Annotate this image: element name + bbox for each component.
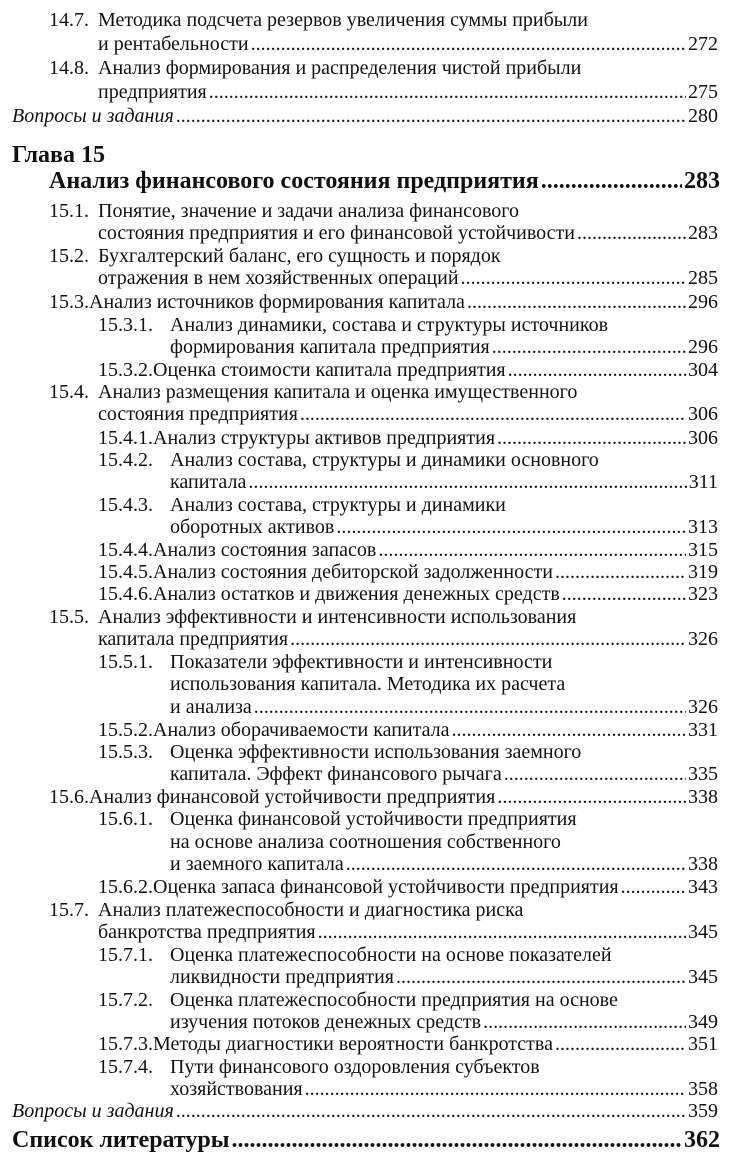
entry-number: 15.3.2. — [98, 359, 153, 381]
dot-leader — [562, 582, 686, 606]
toc-entry-15-5-1-line2 — [0, 672, 718, 696]
entry-number: 15.7.2. — [98, 989, 153, 1011]
dot-leader — [176, 1099, 686, 1123]
entry-title-line: банкротства предприятия — [98, 921, 316, 943]
dot-leader — [290, 627, 686, 651]
entry-title-line: Анализ структуры активов предприятия — [153, 427, 496, 449]
dot-leader — [176, 104, 686, 128]
page-number: 306 — [688, 427, 718, 449]
entry-title-line: отражения в нем хозяйственных операций — [98, 267, 459, 289]
toc-entry-15-5-cont — [0, 627, 718, 651]
dot-leader — [621, 875, 686, 899]
page-number: 345 — [688, 966, 718, 988]
toc-entry-14-8 — [0, 56, 718, 80]
entry-number: 15.4.5. — [98, 561, 153, 583]
toc-entry-14-7-cont — [0, 32, 718, 56]
entry-number: 14.8. — [49, 57, 89, 79]
entry-title-line: Показатели эффективности и интенсивности — [170, 651, 553, 673]
page-number: 323 — [688, 583, 718, 605]
entry-number: 14.7. — [49, 9, 89, 31]
entry-title-line: состояния предприятия — [98, 403, 298, 425]
entry-title-line: Анализ источников формирования капитала — [89, 291, 465, 313]
entry-number: 15.4. — [49, 381, 89, 403]
page-number: 338 — [688, 853, 718, 875]
dot-leader — [318, 920, 686, 944]
dot-leader — [508, 358, 686, 382]
page-number: 338 — [688, 786, 718, 808]
toc-entry-15-6-1 — [0, 807, 718, 831]
page-number: 311 — [688, 471, 718, 493]
entry-number: 15.4.3. — [98, 494, 153, 516]
entry-title-line: Анализ размещения капитала и оценка имущественного — [98, 381, 578, 403]
dot-leader — [492, 335, 686, 359]
entry-title-line: Бухгалтерский баланс, его сущность и порядок — [98, 245, 501, 267]
toc-entry-15-5 — [0, 605, 718, 629]
page-number: 283 — [688, 222, 718, 244]
entry-title-line: капитала — [170, 471, 247, 493]
toc-entry-15-3-1 — [0, 313, 718, 337]
entry-title-line: Анализ платежеспособности и диагностика риска — [98, 899, 524, 921]
toc-entry-15-3 — [0, 290, 718, 314]
dot-leader — [555, 1032, 686, 1056]
entry-title-line: и заемного капитала — [170, 853, 344, 875]
entry-title-line: изучения потоков денежных средств — [170, 1011, 482, 1033]
entry-title-line: Оценка стоимости капитала предприятия — [153, 359, 506, 381]
page-number: 285 — [688, 267, 718, 289]
page-number: 335 — [688, 763, 718, 785]
entry-title-line: Оценка запаса финансовой устойчивости предприятия — [153, 876, 619, 898]
entry-number: 15.6. — [49, 786, 89, 808]
page-number: 331 — [688, 719, 718, 741]
dot-leader — [555, 560, 686, 584]
dot-leader — [248, 470, 686, 494]
entry-title-line: Анализ состава, структуры и динамики — [170, 494, 506, 516]
page-number: 359 — [688, 1100, 718, 1122]
page-number: 296 — [688, 291, 718, 313]
dot-leader — [452, 718, 686, 742]
entry-title-line: Анализ динамики, состава и структуры источников — [170, 314, 609, 336]
page-number: 304 — [688, 359, 718, 381]
page-number: 343 — [688, 876, 718, 898]
dot-leader — [541, 167, 682, 195]
page-number: 313 — [688, 516, 718, 538]
page-number: 272 — [688, 33, 718, 55]
entry-title-line: капитала предприятия — [98, 628, 289, 650]
toc-entry-15-2 — [0, 244, 718, 268]
entry-number: 15.6.2. — [98, 876, 153, 898]
dot-leader — [577, 221, 686, 245]
dot-leader — [497, 785, 686, 809]
entry-title-line: Оценка эффективности использования заемного — [170, 741, 582, 763]
entry-title-line: Методы диагностики вероятности банкротства — [153, 1033, 553, 1055]
toc-entry-15-7-2-cont — [0, 1010, 718, 1034]
entry-title-line: Анализ формирования и распределения чистой прибыли — [98, 57, 582, 79]
entry-title-line: Анализ состояния запасов — [153, 539, 377, 561]
dot-leader — [254, 695, 686, 719]
toc-entry-15-4-6 — [0, 582, 718, 606]
toc-entry-15-5-2 — [0, 718, 718, 742]
toc-entry-15-3-2 — [0, 358, 718, 382]
entry-title-line: Оценка платежеспособности предприятия на основе — [170, 989, 618, 1011]
entry-number: 15.5.1. — [98, 651, 153, 673]
toc-entry-15-5-1-cont — [0, 695, 718, 719]
page-number: 275 — [688, 81, 718, 103]
dot-leader — [305, 1077, 686, 1101]
dot-leader — [467, 290, 686, 314]
toc-entry-15-7-4-cont — [0, 1077, 718, 1101]
dot-leader — [461, 266, 686, 290]
dot-leader — [497, 426, 686, 450]
toc-entry-15-4-1 — [0, 426, 718, 450]
page-number: 315 — [688, 539, 718, 561]
page-number: 345 — [688, 921, 718, 943]
dot-leader — [209, 80, 686, 104]
dot-leader — [504, 762, 686, 786]
page-number: 362 — [684, 1127, 720, 1153]
entry-title-line: Анализ финансовой устойчивости предприятия — [89, 786, 496, 808]
entry-title-line: использования капитала. Методика их расчета — [170, 673, 566, 695]
toc-entry-15-4-3 — [0, 493, 718, 517]
entry-number: 15.5.3. — [98, 741, 153, 763]
toc-entry-14-8-cont — [0, 80, 718, 104]
toc-questions-1 — [0, 104, 718, 128]
toc-entry-15-4-cont — [0, 402, 718, 426]
toc-entry-15-7 — [0, 898, 718, 922]
toc-entry-15-4-2-cont — [0, 470, 718, 494]
dot-leader — [251, 32, 686, 56]
toc-entry-15-4-5 — [0, 560, 718, 584]
toc-entry-15-6-2 — [0, 875, 718, 899]
entry-number: 15.5. — [49, 606, 89, 628]
entry-title-line: Пути финансового оздоровления субъектов — [170, 1056, 540, 1078]
entry-title-line: Анализ оборачиваемости капитала — [153, 719, 450, 741]
toc-entry-15-5-3-cont — [0, 762, 718, 786]
dot-leader — [378, 538, 686, 562]
toc-entry-15-7-1-cont — [0, 965, 718, 989]
entry-title-line: оборотных активов — [170, 516, 335, 538]
entry-title-line: Анализ остатков и движения денежных средств — [153, 583, 560, 605]
toc-entry-15-7-3 — [0, 1032, 718, 1056]
page-number: 306 — [688, 403, 718, 425]
entry-title-line: Оценка платежеспособности на основе показателей — [170, 944, 612, 966]
entry-title-line: на основе анализа соотношения собственного — [170, 831, 561, 853]
dot-leader — [396, 965, 686, 989]
entry-title-line: Анализ эффективности и интенсивности использования — [98, 606, 577, 628]
page-number: 283 — [684, 168, 720, 194]
dot-leader — [300, 402, 686, 426]
entry-title-line: Анализ состояния дебиторской задолженности — [153, 561, 553, 583]
page-number: 296 — [688, 336, 718, 358]
toc-entry-15-1 — [0, 199, 718, 223]
entry-title-line: Понятие, значение и задачи анализа финансового — [98, 200, 519, 222]
entry-number: 15.4.4. — [98, 539, 153, 561]
page-number: 280 — [688, 105, 718, 127]
page-number: 349 — [688, 1011, 718, 1033]
bibliography-label: Список литературы — [12, 1127, 230, 1153]
toc-entry-15-6-1-cont — [0, 852, 718, 876]
toc-entry-15-1-cont — [0, 221, 718, 245]
toc-entry-15-4-4 — [0, 538, 718, 562]
entry-number: 15.7.3. — [98, 1033, 153, 1055]
toc-bibliography — [0, 1126, 720, 1154]
toc-entry-15-5-3 — [0, 740, 718, 764]
entry-number: 15.1. — [49, 200, 89, 222]
page-number: 319 — [688, 561, 718, 583]
entry-title-line: Анализ состава, структуры и динамики основного — [170, 449, 599, 471]
dot-leader — [346, 852, 686, 876]
page-number: 351 — [688, 1033, 718, 1055]
entry-number: 15.5.2. — [98, 719, 153, 741]
entry-title-line: предприятия — [98, 81, 207, 103]
dot-leader — [483, 1010, 686, 1034]
entry-title-line: и рентабельности — [98, 33, 249, 55]
chapter-title-entry — [0, 167, 720, 195]
page-number: 326 — [688, 628, 718, 650]
toc-entry-15-4-3-cont — [0, 515, 718, 539]
entry-title-line: состояния предприятия и его финансовой устойчивости — [98, 222, 575, 244]
toc-entry-15-6 — [0, 785, 718, 809]
toc-entry-15-7-2 — [0, 988, 718, 1012]
toc-entry-15-4-2 — [0, 448, 718, 472]
entry-number: 15.4.2. — [98, 449, 153, 471]
page-number: 326 — [688, 696, 718, 718]
entry-number: 15.4.6. — [98, 583, 153, 605]
entry-title-line: формирования капитала предприятия — [170, 336, 490, 358]
entry-title-line: хозяйствования — [170, 1078, 303, 1100]
chapter-title: Анализ финансового состояния предприятия — [49, 168, 539, 194]
toc-entry-15-6-1-line2 — [0, 830, 718, 854]
dot-leader — [336, 515, 686, 539]
questions-label: Вопросы и задания — [12, 105, 174, 127]
toc-entry-15-7-cont — [0, 920, 718, 944]
toc-entry-14-7 — [0, 8, 718, 32]
toc-entry-15-4 — [0, 380, 718, 404]
entry-title-line: ликвидности предприятия — [170, 966, 394, 988]
chapter-heading: Глава 15 — [12, 142, 105, 168]
questions-label: Вопросы и задания — [12, 1100, 174, 1122]
entry-title-line: капитала. Эффект финансового рычага — [170, 763, 502, 785]
page-number: 358 — [688, 1078, 718, 1100]
toc-entry-15-2-cont — [0, 266, 718, 290]
entry-number: 15.7.1. — [98, 944, 153, 966]
entry-number: 15.7.4. — [98, 1056, 153, 1078]
entry-number: 15.6.1. — [98, 808, 153, 830]
entry-number: 15.2. — [49, 245, 89, 267]
toc-entry-15-7-1 — [0, 943, 718, 967]
toc-entry-15-5-1 — [0, 650, 718, 674]
entry-number: 15.7. — [49, 899, 89, 921]
dot-leader — [232, 1126, 683, 1154]
entry-number: 15.3. — [49, 291, 89, 313]
toc-questions-2 — [0, 1099, 718, 1123]
entry-title-line: Методика подсчета резервов увеличения суммы прибыли — [98, 9, 588, 31]
entry-number: 15.3.1. — [98, 314, 153, 336]
entry-number: 15.4.1. — [98, 427, 153, 449]
toc-entry-15-3-1-cont — [0, 335, 718, 359]
entry-title-line: и анализа — [170, 696, 252, 718]
toc-entry-15-7-4 — [0, 1055, 718, 1079]
entry-title-line: Оценка финансовой устойчивости предприятия — [170, 808, 577, 830]
